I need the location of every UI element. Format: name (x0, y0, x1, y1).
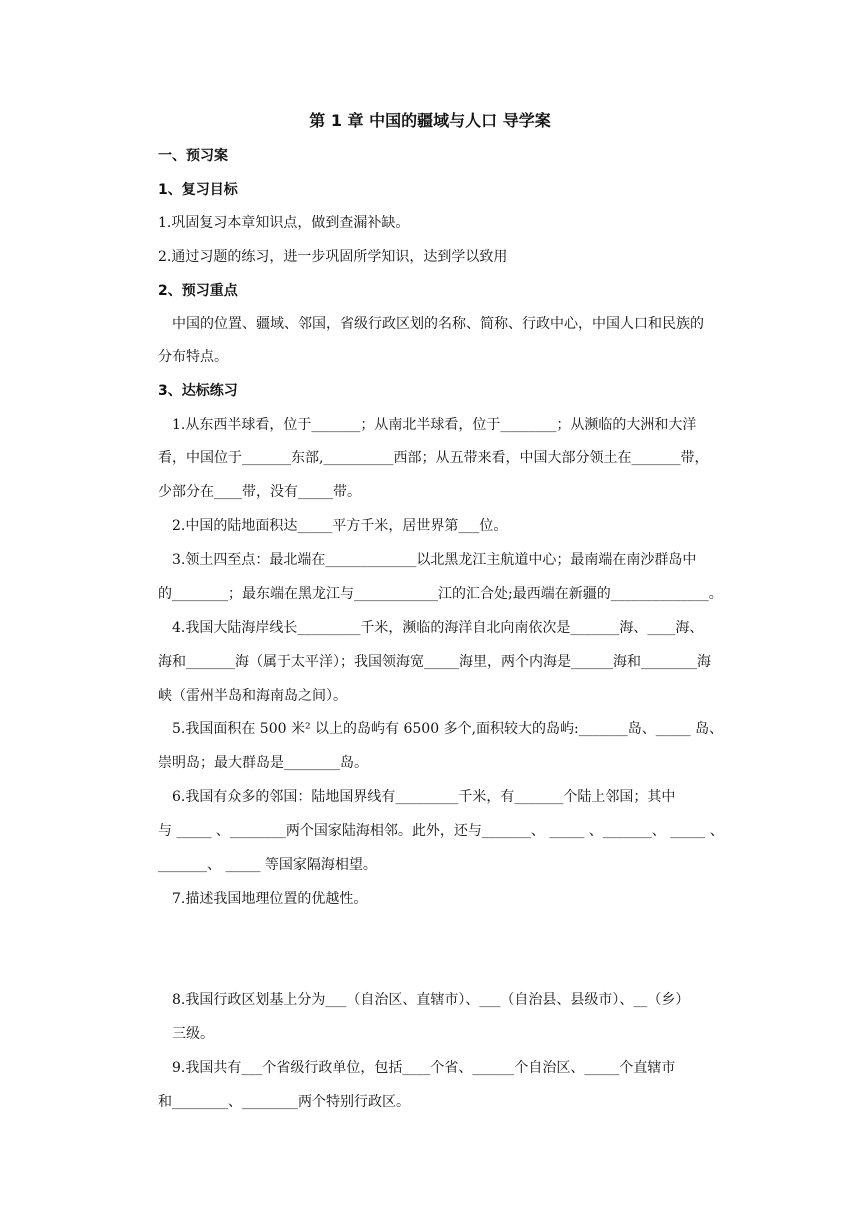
question-6-line-2: 与 _____ 、________两个国家陆海相邻。此外，还与_______、 _____ 、_______、 _____ 、 (158, 823, 724, 839)
question-8-line-2: 三级。 (172, 1026, 214, 1042)
key-points-line-1: 中国的位置、疆域、邻国，省级行政区划的名称、简称、行政中心，中国人口和民族的 (172, 316, 704, 332)
section-heading-preview: 一、预习案 (158, 148, 228, 164)
page-title: 第 1 章 中国的疆域与人口 导学案 (309, 111, 551, 130)
question-8-line-1: 8.我国行政区划基上分为___（自治区、直辖市）、___（自治县、县级市）、__（乡） (172, 992, 690, 1008)
question-2: 2.中国的陆地面积达_____平方千米，居世界第___位。 (172, 518, 508, 534)
question-3-line-1: 3.领土四至点：最北端在_____________以北黑龙江主航道中心；最南端在南沙群岛中 (172, 552, 697, 568)
subheading-exercises: 3、达标练习 (158, 383, 238, 399)
question-4-line-1: 4.我国大陆海岸线长_________千米，濒临的海洋自北向南依次是_______海、____海、 (172, 620, 704, 636)
question-4-line-2: 海和_______海（属于太平洋）；我国领海宽_____海里，两个内海是______海和________海 (158, 654, 711, 670)
question-4-line-3: 峡（雷州半岛和海南岛之间）。 (158, 688, 347, 704)
question-1-line-2: 看，中国位于_______东部,__________西部；从五带来看，中国大部分领土在_______带， (158, 450, 709, 466)
goal-item-1: 1.巩固复习本章知识点，做到查漏补缺。 (158, 215, 410, 231)
question-5-line-2: 崇明岛；最大群岛是________岛。 (158, 755, 368, 771)
goal-item-2: 2.通过习题的练习，进一步巩固所学知识，达到学以致用 (158, 249, 508, 265)
question-9-line-2: 和________、________两个特别行政区。 (158, 1094, 410, 1110)
question-1-line-3: 少部分在____带，没有_____带。 (158, 484, 361, 500)
subheading-review-goals: 1、复习目标 (158, 182, 238, 198)
question-1-line-1: 1.从东西半球看，位于_______；从南北半球看，位于________；从濒临的大洲和大洋 (172, 417, 697, 433)
question-7: 7.描述我国地理位置的优越性。 (172, 891, 368, 907)
question-9-line-1: 9.我国共有___个省级行政单位，包括____个省、______个自治区、_____个直辖市 (172, 1060, 676, 1076)
key-points-line-2: 分布特点。 (158, 349, 228, 365)
question-3-line-2: 的________；最东端在黑龙江与____________江的汇合处;最西端在新疆的______________。 (158, 586, 723, 602)
question-5-line-1: 5.我国面积在 500 米² 以上的岛屿有 6500 多个,面积较大的岛屿:_______岛、_____ 岛、 (172, 721, 724, 737)
question-6-line-1: 6.我国有众多的邻国：陆地国界线有_________千米，有_______个陆上邻国；其中 (172, 789, 676, 805)
subheading-key-points: 2、预习重点 (158, 283, 238, 299)
question-6-line-3: _______、 _____ 等国家隔海相望。 (158, 857, 377, 873)
